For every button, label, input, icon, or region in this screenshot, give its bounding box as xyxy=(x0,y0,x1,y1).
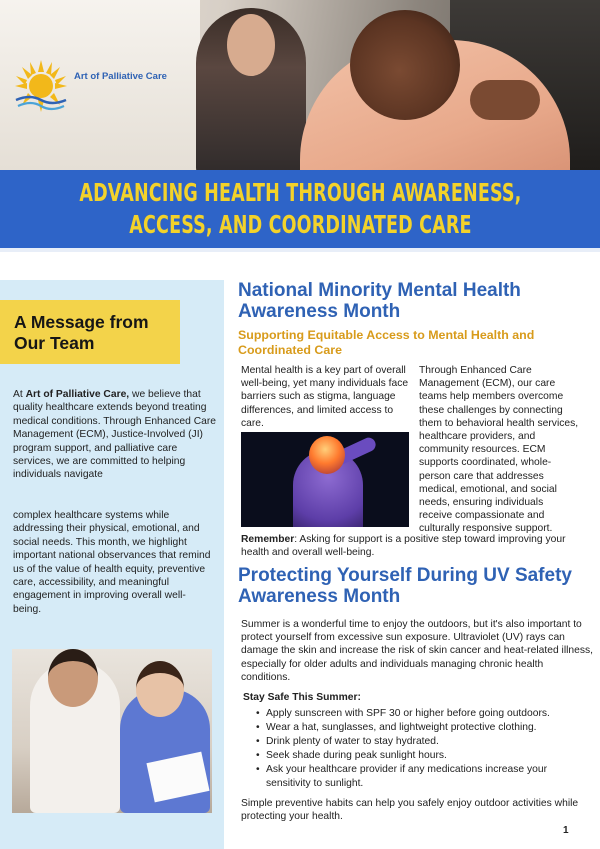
logo-text: Art of Palliative Care xyxy=(74,70,167,82)
list-item xyxy=(256,749,590,763)
uv-safety-title: Protecting Yourself During UV Safety Awareness Month xyxy=(238,565,572,607)
mental-health-subtitle: Supporting Equitable Access to Mental Health and Coordinated Care xyxy=(238,328,535,357)
intro-prefix: At xyxy=(13,389,26,400)
photo-man-head xyxy=(48,649,98,707)
headline-line-2: ACCESS, AND COORDINATED CARE xyxy=(128,210,472,239)
message-intro xyxy=(13,388,218,482)
logo xyxy=(10,56,167,118)
page-number: 1 xyxy=(563,825,569,836)
sun-icon xyxy=(10,56,72,118)
message-title-line-1: A Message from xyxy=(14,312,149,332)
message-intro-continued: complex healthcare systems while addressing their physical, emotional, and social needs. This month, we highlight important national observances that remind us of the value of health equity, preventive care, accessibility, and meaningful engagement in improving overall well-being. xyxy=(13,510,211,615)
list-item xyxy=(256,735,590,749)
illustration-glowing-head xyxy=(309,436,345,474)
intro-org-name: Art of Palliative Care, xyxy=(25,389,130,400)
uv-safety-para-1: Summer is a wonderful time to enjoy the outdoors, but it's also important to protect yourself from excessive sun exposure. Ultraviolet (UV) rays can damage the skin and increase the risk of skin cancer and heat-related illness, especially for older adults and individuals managing chronic health conditions. xyxy=(241,619,594,683)
tip-text: Apply sunscreen with SPF 30 or higher before going outdoors. xyxy=(266,708,550,719)
hero-child-head xyxy=(350,10,460,120)
bullet-icon: • xyxy=(256,708,260,719)
hero-woman-face xyxy=(227,14,275,76)
headline-banner xyxy=(0,170,600,252)
tip-text: Wear a hat, sunglasses, and lightweight protective clothing. xyxy=(266,722,537,733)
mental-health-para-1: Mental health is a key part of overall well-being, yet many individuals face barriers such as stigma, language differences, and limited access to care. xyxy=(241,365,409,429)
headline-line-1: ADVANCING HEALTH THROUGH AWARENESS, xyxy=(78,178,522,207)
remember-label: Remember xyxy=(241,534,295,545)
photo-nurse-head xyxy=(136,661,184,717)
list-item xyxy=(256,707,590,721)
list-item xyxy=(256,763,590,791)
care-team-photo xyxy=(12,649,212,813)
tips-list xyxy=(256,707,590,791)
hero-child-arm xyxy=(470,80,540,120)
bullet-icon: • xyxy=(256,722,260,733)
remember-note xyxy=(241,533,591,559)
mental-health-para-2: Through Enhanced Care Management (ECM), our care teams help members overcome these challenges by connecting them to behavioral health services, healthcare providers, and community resources. ECM supports coordinated, whole-person care that addresses medical, emotional, and social needs, ensuring individuals receive compassionate and culturally responsive support. xyxy=(419,365,579,535)
uv-safety-para-2: Simple preventive habits can help you safely enjoy outdoor activities while protecting your health. xyxy=(241,798,579,823)
remember-text: : Asking for support is a positive step toward improving your health and overall well-being. xyxy=(241,534,566,559)
intro-rest: we believe that quality healthcare extends beyond treating medical conditions. Through Enhanced Care Management (ECM), Justice-Involved (JI) program support, and palliative care services, we are committed to helping individuals navigate xyxy=(13,389,217,481)
tip-text: Drink plenty of water to stay hydrated. xyxy=(266,736,439,747)
list-item xyxy=(256,721,590,735)
tips-heading: Stay Safe This Summer: xyxy=(243,692,361,703)
message-title-line-2: Our Team xyxy=(14,333,95,353)
tip-text: Seek shade during peak sunlight hours. xyxy=(266,750,447,761)
mental-health-title: National Minority Mental Health Awareness Month xyxy=(238,280,521,322)
headache-illustration xyxy=(241,432,409,527)
bullet-icon: • xyxy=(256,750,260,761)
tip-text: Ask your healthcare provider if any medications increase your sensitivity to sunlight. xyxy=(266,764,548,789)
message-title-box xyxy=(0,300,180,364)
bullet-icon: • xyxy=(256,736,260,747)
bullet-icon: • xyxy=(256,764,260,775)
